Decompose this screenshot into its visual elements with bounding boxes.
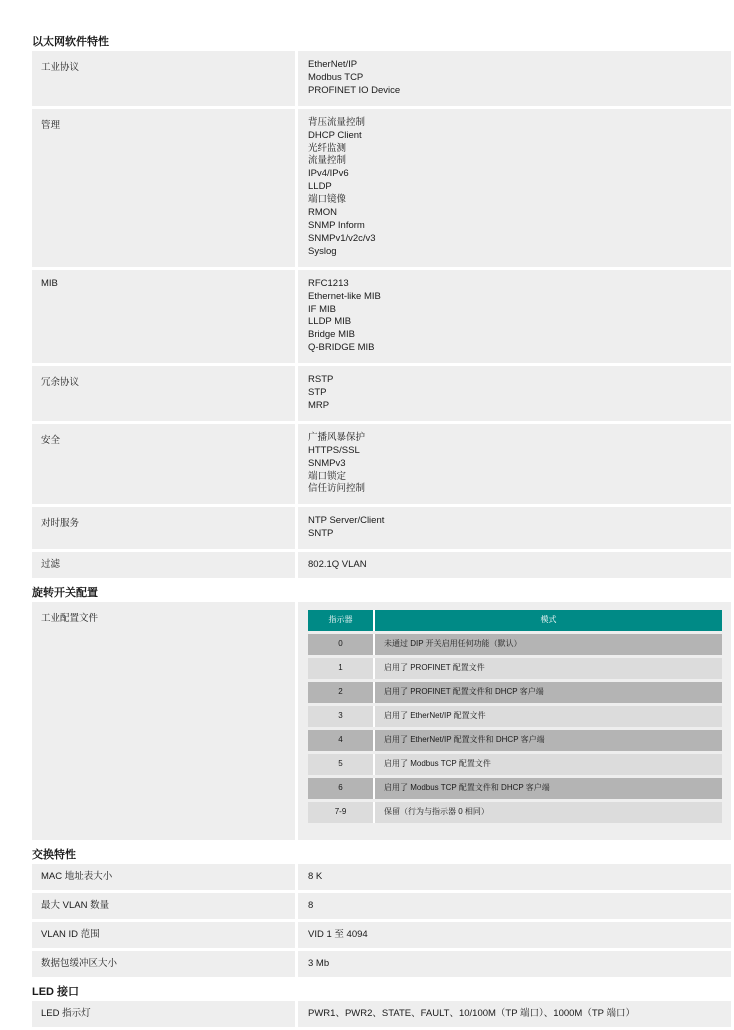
value-line: SNMPv1/v2c/v3 [308,232,376,244]
spec-key: 管理 [41,119,61,131]
dip-indicator: 6 [308,778,375,799]
spec-value [295,366,731,421]
value-line: Bridge MIB [308,329,355,341]
value-line: 流量控制 [308,155,347,167]
value-line: LLDP [308,181,332,193]
spec-row-management [32,109,731,267]
value-line: IPv4/IPv6 [308,168,349,180]
value-line: RSTP [308,374,334,386]
spec-value [295,424,731,505]
value-line: EtherNet/IP [308,59,358,70]
value-line: SNMPv3 [308,457,346,469]
spec-row-mib [32,270,731,363]
spec-value [295,552,731,578]
value-line: HTTPS/SSL [308,444,360,456]
spec-value [295,270,731,363]
section-switching [32,843,731,977]
dip-indicator: 1 [308,658,375,679]
dip-header-indicator: 指示器 [308,610,375,631]
dip-mode: 保留（行为与指示器 0 相同） [375,802,722,823]
value-line: 3 Mb [308,958,330,970]
section-title: LED 接口 [32,986,80,999]
value-line: MRP [308,399,330,411]
spec-row-industrial-protocols [32,51,731,106]
dip-indicator: 7-9 [308,802,375,823]
value-line: 8 K [308,871,323,883]
dip-mode: 启用了 EtherNet/IP 配置文件 [375,706,722,727]
section-title: 交换特性 [32,849,76,862]
value-line: Syslog [308,245,337,257]
spec-value [295,109,731,267]
value-line: SNMP Inform [308,219,365,231]
value-line: DHCP Client [308,129,362,141]
spec-key: VLAN ID 范围 [41,929,100,941]
dip-table-row [308,682,722,703]
value-line: VID 1 至 4094 [308,929,368,941]
dip-table-row [308,658,722,679]
value-line: PROFINET IO Device [308,84,401,96]
dip-indicator: 4 [308,730,375,751]
spec-page [32,30,731,1030]
dip-mode: 启用了 PROFINET 配置文件和 DHCP 客户端 [375,682,722,703]
spec-row-vlan-range [32,922,731,948]
value-line: LLDP MIB [308,316,352,328]
section-title: 以太网软件特性 [32,36,109,48]
spec-value [295,951,731,977]
dip-mode: 启用了 PROFINET 配置文件 [375,658,722,679]
value-line: RMON [308,207,338,219]
spec-key: MAC 地址表大小 [41,871,113,883]
spec-row-max-vlan [32,893,731,919]
spec-value [295,602,731,840]
spec-row-buffer-size [32,951,731,977]
dip-indicator: 5 [308,754,375,775]
spec-key: 工业协议 [41,62,80,73]
spec-key: MIB [41,277,58,289]
value-line: 背压流量控制 [308,116,366,128]
dip-table-row [308,634,722,655]
value-line: SNTP [308,528,334,540]
value-line: 端口锁定 [308,470,347,482]
dip-table-row [308,706,722,727]
spec-key: LED 指示灯 [41,1008,91,1020]
value-line: IF MIB [308,303,336,315]
spec-key: 数据包缓冲区大小 [41,958,118,970]
section-rotary-switch [32,581,731,840]
value-line: RFC1213 [308,277,349,289]
spec-key: 过滤 [41,559,61,571]
spec-key: 最大 VLAN 数量 [41,900,110,912]
dip-table-row [308,754,722,775]
spec-row-time-sync [32,507,731,549]
spec-row-led-indicators [32,1001,731,1027]
dip-switch-table [308,607,722,826]
value-line: 802.1Q VLAN [308,559,367,571]
spec-value [295,864,731,890]
spec-row-mac-table [32,864,731,890]
section-led-interface [32,980,731,1027]
value-line: 端口镜像 [308,194,347,206]
spec-row-industrial-profile [32,602,731,840]
dip-indicator: 2 [308,682,375,703]
spec-value [295,507,731,549]
spec-row-redundancy [32,366,731,421]
value-line: NTP Server/Client [308,515,385,527]
dip-mode: 启用了 Modbus TCP 配置文件 [375,754,722,775]
dip-table-row [308,730,722,751]
section-ethernet-software [32,30,731,578]
spec-value [295,51,731,106]
dip-header-mode: 模式 [375,610,722,631]
spec-value [295,922,731,948]
value-line: Modbus TCP [308,71,364,83]
spec-key: 冗余协议 [41,377,80,389]
value-line: 信任访问控制 [308,483,366,495]
value-line: 广播风暴保护 [308,431,366,443]
dip-indicator: 0 [308,634,375,655]
spec-row-filtering [32,552,731,578]
value-line: Ethernet-like MIB [308,290,381,302]
dip-mode: 启用了 Modbus TCP 配置文件和 DHCP 客户端 [375,778,722,799]
spec-row-security [32,424,731,505]
spec-key: 安全 [41,434,61,446]
value-line: STP [308,387,327,399]
value-line: Q-BRIDGE MIB [308,342,375,354]
dip-table-row [308,802,722,823]
value-line: PWR1、PWR2、STATE、FAULT、10/100M（TP 端口）、1000M（TP 端口） [308,1008,635,1020]
spec-key: 对时服务 [41,518,80,530]
dip-indicator: 3 [308,706,375,727]
spec-value [295,1001,731,1027]
dip-table-header [308,610,722,631]
spec-value [295,893,731,919]
value-line: 8 [308,900,314,912]
dip-mode: 启用了 EtherNet/IP 配置文件和 DHCP 客户端 [375,730,722,751]
dip-mode: 未通过 DIP 开关启用任何功能（默认） [375,634,722,655]
spec-key: 工业配置文件 [41,613,99,625]
section-title: 旋转开关配置 [32,587,98,600]
value-line: 光纤监测 [308,142,347,154]
dip-table-row [308,778,722,799]
